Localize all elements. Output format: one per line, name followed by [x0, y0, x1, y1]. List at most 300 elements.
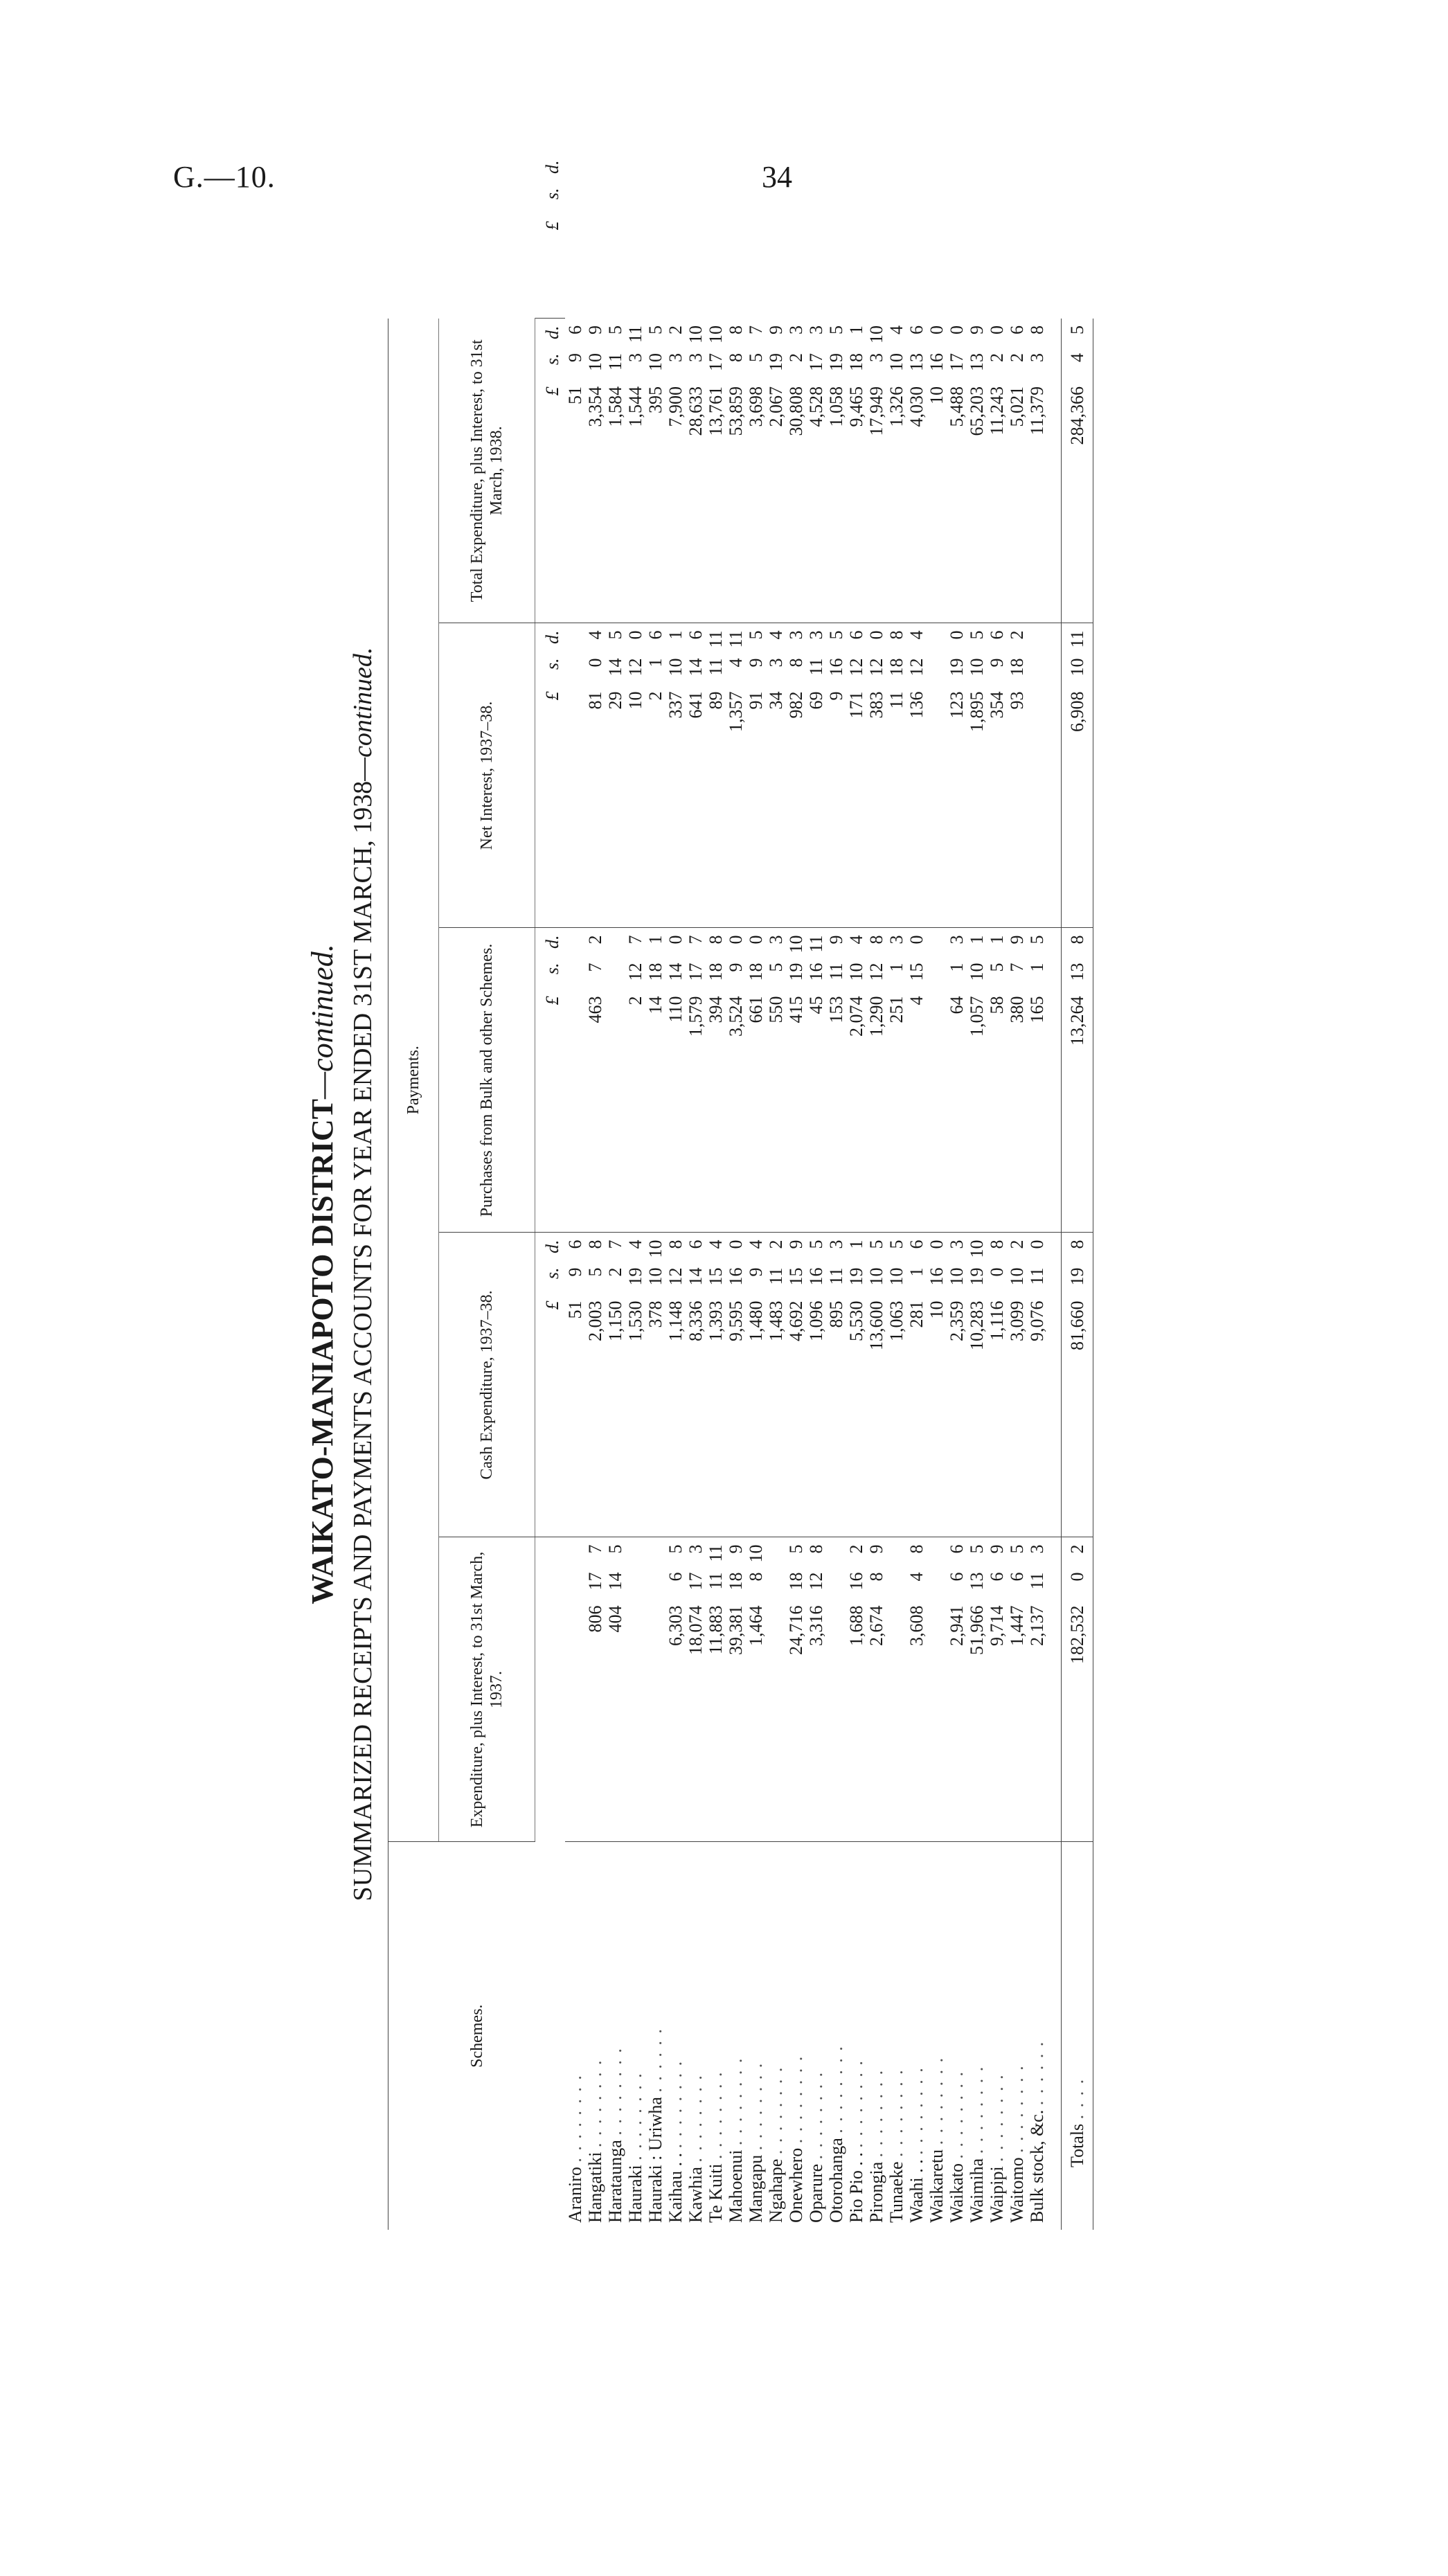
- int-pounds: 81: [585, 691, 605, 710]
- exp-pounds: 1,447: [1007, 1605, 1027, 1646]
- exp-pounds: 2,674: [866, 1605, 886, 1646]
- cash-shillings: 10: [866, 1267, 886, 1286]
- cash-shillings: 19: [846, 1267, 866, 1286]
- table-row: [927, 319, 947, 2230]
- purch-shillings: 7: [585, 963, 605, 972]
- leader-dots: . . . . . . . .: [866, 2068, 886, 2158]
- unit-labels: [535, 1233, 566, 1537]
- cash-pounds: 1,480: [746, 1300, 766, 1341]
- int-amount: [625, 623, 645, 928]
- cash-amount: [746, 1233, 766, 1537]
- int-pounds: 29: [605, 691, 625, 710]
- total-amount: [987, 319, 1007, 623]
- purch-amount: [706, 928, 726, 1233]
- int-shillings: 0: [585, 658, 605, 668]
- purch-pence: 3: [886, 935, 906, 945]
- unit-shilling: s.: [542, 1267, 562, 1280]
- total-shillings: 19: [826, 352, 846, 371]
- int-pounds: 89: [706, 691, 726, 710]
- purch-pounds: 1,057: [967, 996, 987, 1037]
- exp-amount: [947, 1537, 967, 1842]
- purch-amount: [806, 928, 826, 1233]
- leader-dots: . . . . . . . .: [686, 2074, 706, 2163]
- int-pence: 4: [585, 630, 605, 640]
- cash-pounds: 1,063: [886, 1300, 906, 1341]
- purch-shillings: 18: [746, 963, 766, 981]
- purch-amount: [826, 928, 846, 1233]
- total-shillings: 13: [906, 352, 927, 371]
- int-pounds: 91: [746, 691, 766, 710]
- page-reference: G.—10.: [173, 160, 276, 194]
- leader-dots: . . . . . . . .: [846, 2059, 866, 2148]
- total-amount: [846, 319, 866, 623]
- scheme-name: Araniro: [565, 2167, 585, 2223]
- exp-shillings: 14: [605, 1572, 625, 1591]
- int-amount: [565, 623, 585, 928]
- int-pounds: 982: [786, 691, 806, 719]
- total-pounds: 65,203: [967, 386, 987, 436]
- int-pounds: 1,357: [726, 691, 746, 732]
- table-row: [746, 319, 766, 2230]
- int-pounds: 383: [866, 691, 886, 719]
- purch-pence: 7: [625, 935, 645, 945]
- scheme-name: Tunaeke: [886, 2161, 906, 2223]
- scheme-name: Hauraki : Uriwha: [645, 2097, 665, 2223]
- purch-pounds: 45: [806, 996, 826, 1014]
- exp-amount: [1007, 1537, 1027, 1842]
- cash-pence: 4: [706, 1240, 726, 1249]
- purch-pence: 7: [686, 935, 706, 945]
- int-amount: [927, 623, 947, 928]
- int-pence: 5: [967, 630, 987, 640]
- exp-pence: 5: [605, 1544, 625, 1554]
- purch-shillings: 10: [846, 963, 866, 981]
- purch-shillings: 1: [1027, 963, 1047, 972]
- rotated-statement: [298, 160, 1253, 2244]
- cash-shillings: 10: [1007, 1267, 1027, 1286]
- cash-amount: [1007, 1233, 1027, 1537]
- cash-pence: 9: [786, 1240, 806, 1249]
- exp-pounds: 24,716: [786, 1605, 806, 1655]
- purch-amount: [786, 928, 806, 1233]
- unit-pound: £: [542, 1300, 562, 1310]
- int-pounds: 10: [625, 691, 645, 710]
- scheme-cell: [706, 1842, 726, 2230]
- cash-pence: 4: [746, 1240, 766, 1249]
- exp-shillings: 0: [1067, 1572, 1087, 1582]
- total-pence: 6: [565, 325, 585, 334]
- table-row: [585, 319, 605, 2230]
- purch-pence: 4: [846, 935, 866, 945]
- total-amount: [786, 319, 806, 623]
- cash-shillings: 11: [1027, 1267, 1047, 1285]
- total-amount: [686, 319, 706, 623]
- int-amount: [706, 623, 726, 928]
- exp-pounds: 51,966: [967, 1605, 987, 1655]
- int-shillings: 12: [906, 658, 927, 677]
- scheme-name: Pio Pio . .: [846, 2152, 866, 2223]
- purch-shillings: 16: [806, 963, 826, 981]
- total-shillings: 2: [786, 352, 806, 362]
- subtitle-continued: —continued.: [348, 647, 377, 781]
- total-pounds: 11,243: [987, 386, 1007, 436]
- exp-amount: [1027, 1537, 1047, 1842]
- cash-amount: [1062, 1233, 1093, 1537]
- total-pounds: 13,761: [706, 386, 726, 436]
- table-row: [866, 319, 886, 2230]
- total-pounds: 1,584: [605, 386, 625, 427]
- exp-pounds: 2,137: [1027, 1605, 1047, 1646]
- scheme-cell: [906, 1842, 927, 2230]
- unit-shilling: s.: [542, 188, 562, 200]
- int-shillings: 8: [786, 658, 806, 668]
- scheme-cell: [665, 1842, 686, 2230]
- purch-amount: [686, 928, 706, 1233]
- int-pounds: 1,895: [967, 691, 987, 732]
- leader-dots: . . . . . .: [1027, 2040, 1047, 2106]
- total-shillings: 10: [585, 352, 605, 371]
- scheme-name: Waahi . .: [906, 2159, 927, 2223]
- cash-amount: [565, 1233, 585, 1537]
- cash-pence: 5: [866, 1240, 886, 1249]
- total-shillings: 19: [766, 352, 786, 371]
- cash-pounds: 2,359: [947, 1300, 967, 1341]
- scheme-name: Te Kuiti: [706, 2163, 726, 2223]
- cash-pounds: 3,099: [1007, 1300, 1027, 1341]
- unit-labels: [535, 319, 566, 623]
- total-amount: [706, 319, 726, 623]
- exp-pence: 2: [1067, 1544, 1087, 1554]
- int-shillings: 14: [686, 658, 706, 677]
- total-pounds: 3,354: [585, 386, 605, 427]
- total-amount: [906, 319, 927, 623]
- total-pence: 8: [726, 325, 746, 334]
- total-pounds: 9,465: [846, 386, 866, 427]
- cash-pence: 10: [967, 1240, 987, 1258]
- cash-amount: [766, 1233, 786, 1537]
- int-shillings: 9: [746, 658, 766, 668]
- unit-pence: d.: [542, 160, 562, 174]
- int-shillings: 9: [987, 658, 1007, 668]
- scheme-cell: [686, 1842, 706, 2230]
- exp-amount: [686, 1537, 706, 1842]
- leader-dots: . . . . . . . .: [565, 2074, 585, 2163]
- int-pounds: 69: [806, 691, 826, 710]
- leader-dots: . . . . . . . .: [987, 2073, 1007, 2162]
- purch-amount: [1062, 928, 1093, 1233]
- int-shillings: 12: [846, 658, 866, 677]
- cash-pence: 3: [947, 1240, 967, 1249]
- total-pounds: 3,698: [746, 386, 766, 427]
- cash-amount: [927, 1233, 947, 1537]
- purch-shillings: 18: [645, 963, 665, 981]
- purch-amount: [766, 928, 786, 1233]
- total-amount: [726, 319, 746, 623]
- cash-shillings: 16: [726, 1267, 746, 1286]
- cash-pence: 0: [927, 1240, 947, 1249]
- int-amount: [987, 623, 1007, 928]
- scheme-name: Harataunga: [605, 2140, 625, 2223]
- purch-pence: 2: [585, 935, 605, 945]
- exp-amount: [987, 1537, 1007, 1842]
- cash-pence: 4: [625, 1240, 645, 1249]
- purch-pence: 3: [766, 935, 786, 945]
- purch-shillings: 19: [786, 963, 806, 981]
- leader-dots: . . . . . . . .: [706, 2070, 726, 2159]
- total-pounds: 5,021: [1007, 386, 1027, 427]
- unit-pence: d.: [542, 935, 562, 949]
- purch-amount: [1007, 928, 1027, 1233]
- cash-pounds: 281: [906, 1300, 927, 1328]
- table-row: [947, 319, 967, 2230]
- exp-shillings: 4: [906, 1572, 927, 1582]
- table-row: [906, 319, 927, 2230]
- total-shillings: 2: [1007, 352, 1027, 362]
- total-shillings: 13: [967, 352, 987, 371]
- interest-header: Net Interest, 1937–38.: [439, 623, 535, 928]
- cash-pounds: 1,150: [605, 1300, 625, 1341]
- total-amount: [927, 319, 947, 623]
- purch-pence: 8: [866, 935, 886, 945]
- int-amount: [806, 623, 826, 928]
- title-continued: —continued.: [305, 944, 339, 1099]
- cash-shillings: 11: [766, 1267, 786, 1285]
- table-row: [1027, 319, 1047, 2230]
- int-pence: 3: [786, 630, 806, 640]
- exp-pounds: 3,316: [806, 1605, 826, 1646]
- purch-pence: 10: [786, 935, 806, 954]
- purch-pence: 8: [1067, 935, 1087, 945]
- purch-shillings: 12: [625, 963, 645, 981]
- scheme-cell: [786, 1842, 806, 2230]
- purch-shillings: 18: [706, 963, 726, 981]
- total-shillings: 16: [927, 352, 947, 371]
- cash-amount: [886, 1233, 906, 1537]
- scheme-cell: [645, 1842, 665, 2230]
- int-pounds: 354: [987, 691, 1007, 719]
- cash-shillings: 9: [746, 1267, 766, 1277]
- total-pounds: 5,488: [947, 386, 967, 427]
- int-amount: [726, 623, 746, 928]
- totals-label: Totals: [1067, 2123, 1087, 2167]
- exp-shillings: 11: [1027, 1572, 1047, 1590]
- total-amount: [1027, 319, 1047, 623]
- exp-pence: 5: [1007, 1544, 1027, 1554]
- table-row: [886, 319, 906, 2230]
- purch-shillings: 1: [947, 963, 967, 972]
- cash-pence: 8: [585, 1240, 605, 1249]
- purch-amount: [645, 928, 665, 1233]
- exp-pence: 6: [947, 1544, 967, 1554]
- total-pence: 5: [645, 325, 665, 334]
- unit-pound: £: [542, 691, 562, 701]
- unit-pound: £: [542, 386, 562, 396]
- leader-dots: . . . . . .: [645, 2028, 665, 2093]
- payments-header: Payments.: [388, 319, 439, 1842]
- scheme-cell: [585, 1842, 605, 2230]
- spacer-cell: [1047, 319, 1062, 623]
- int-pounds: 171: [846, 691, 866, 719]
- cash-amount: [906, 1233, 927, 1537]
- exp-shillings: 18: [786, 1572, 806, 1591]
- cash-shillings: 1: [906, 1267, 927, 1277]
- total-amount: [1007, 319, 1027, 623]
- table-row: [1007, 319, 1027, 2230]
- purch-pounds: 380: [1007, 996, 1027, 1023]
- total-amount: [806, 319, 826, 623]
- total-pence: 8: [1027, 325, 1047, 334]
- scheme-name: Hauraki: [625, 2165, 645, 2223]
- total-pence: 2: [665, 325, 686, 334]
- exp-pounds: 2,941: [947, 1605, 967, 1646]
- purch-shillings: 11: [826, 963, 846, 981]
- purch-pounds: 394: [706, 996, 726, 1023]
- purch-shillings: 1: [886, 963, 906, 972]
- total-pence: 3: [806, 325, 826, 334]
- purch-pounds: 550: [766, 996, 786, 1023]
- total-shillings: 17: [947, 352, 967, 371]
- exp-pounds: 1,464: [746, 1605, 766, 1646]
- total-pence: 9: [766, 325, 786, 334]
- purch-shillings: 5: [766, 963, 786, 972]
- table-row: [686, 319, 706, 2230]
- total-pence: 0: [927, 325, 947, 334]
- int-pounds: 34: [766, 691, 786, 710]
- exp-amount: [726, 1537, 746, 1842]
- cash-pounds: 4,692: [786, 1300, 806, 1341]
- int-shillings: 3: [766, 658, 786, 668]
- int-shillings: 12: [625, 658, 645, 677]
- exp-shillings: 6: [1007, 1572, 1027, 1582]
- leader-dots: . . . . . . . .: [947, 2070, 967, 2159]
- int-pence: 11: [726, 630, 746, 648]
- exp-shillings: 12: [806, 1572, 826, 1591]
- cash-amount: [645, 1233, 665, 1537]
- total-pounds: 17,949: [866, 386, 886, 436]
- exp-amount: [786, 1537, 806, 1842]
- purch-pounds: 13,264: [1067, 996, 1087, 1046]
- cash-amount: [866, 1233, 886, 1537]
- exp-pounds: 404: [605, 1605, 625, 1633]
- exp-pounds: 11,883: [706, 1605, 726, 1655]
- total-shillings: 17: [806, 352, 826, 371]
- int-pounds: 9: [826, 691, 846, 701]
- int-shillings: 10: [665, 658, 686, 677]
- total-pounds: 395: [645, 386, 665, 413]
- cash-pounds: 1,096: [806, 1300, 826, 1341]
- total-shillings: 10: [645, 352, 665, 371]
- exp-shillings: 13: [967, 1572, 987, 1591]
- int-shillings: 16: [826, 658, 846, 677]
- purch-pounds: 4: [906, 996, 927, 1005]
- total-pounds: 1,058: [826, 386, 846, 427]
- purch-amount: [947, 928, 967, 1233]
- total-shillings: 3: [1027, 352, 1047, 362]
- leader-dots: . . . . . . . .: [826, 2045, 846, 2134]
- cash-pounds: 1,483: [766, 1300, 786, 1341]
- int-shillings: 19: [947, 658, 967, 677]
- leader-dots: . . . . . . . .: [585, 2059, 605, 2147]
- cash-shillings: 10: [645, 1267, 665, 1286]
- total-shillings: 4: [1067, 352, 1087, 362]
- leader-dots: . . . . . . . .: [766, 2066, 786, 2155]
- exp-shillings: 17: [585, 1572, 605, 1591]
- total-pence: 1: [846, 325, 866, 334]
- scheme-cell: [1027, 1842, 1047, 2230]
- exp-pounds: 1,688: [846, 1605, 866, 1646]
- cash-amount: [585, 1233, 605, 1537]
- exp-amount: [967, 1537, 987, 1842]
- int-pence: 6: [846, 630, 866, 640]
- total-amount: [645, 319, 665, 623]
- int-shillings: 12: [866, 658, 886, 677]
- int-pence: 11: [706, 630, 726, 648]
- cash-shillings: 12: [665, 1267, 686, 1286]
- exp-pounds: 39,381: [726, 1605, 746, 1655]
- cash-pounds: 10: [927, 1300, 947, 1319]
- cash-amount: [967, 1233, 987, 1537]
- cash-pounds: 895: [826, 1300, 846, 1328]
- cash-pence: 8: [987, 1240, 1007, 1249]
- exp-amount: [866, 1537, 886, 1842]
- int-shillings: 18: [1007, 658, 1027, 677]
- purch-amount: [625, 928, 645, 1233]
- total-pounds: 4,030: [906, 386, 927, 427]
- int-amount: [605, 623, 625, 928]
- cash-shillings: 19: [1067, 1267, 1087, 1286]
- scheme-name: Kaihau . .: [665, 2152, 686, 2223]
- total-pence: 10: [866, 325, 886, 343]
- cash-pence: 6: [906, 1240, 927, 1249]
- scheme-cell: [806, 1842, 826, 2230]
- purch-amount: [927, 928, 947, 1233]
- cash-pounds: 13,600: [866, 1300, 886, 1350]
- unit-pence: d.: [542, 630, 562, 644]
- scheme-cell: [746, 1842, 766, 2230]
- title-text: WAIKATO-MANIAPOTO DISTRICT: [305, 1098, 339, 1604]
- exp-pence: 3: [686, 1544, 706, 1554]
- int-pence: 1: [665, 630, 686, 640]
- total-shillings: 8: [726, 352, 746, 362]
- exp-pounds: 9,714: [987, 1605, 1007, 1646]
- cash-shillings: 16: [927, 1267, 947, 1286]
- purch-amount: [726, 928, 746, 1233]
- leader-dots: . . . . . . . .: [665, 2059, 686, 2149]
- cash-amount: [987, 1233, 1007, 1537]
- exp-shillings: 8: [746, 1572, 766, 1582]
- exp-pence: 9: [726, 1544, 746, 1554]
- cash-pence: 2: [1007, 1240, 1027, 1249]
- exp-pounds: 182,532: [1067, 1605, 1087, 1664]
- leader-dots: . . . . . . . .: [806, 2070, 826, 2160]
- table-row: [706, 319, 726, 2230]
- cash-shillings: 11: [826, 1267, 846, 1285]
- exp-shillings: 18: [726, 1572, 746, 1591]
- table-row: [987, 319, 1007, 2230]
- unit-spacer: [535, 1537, 566, 1842]
- int-shillings: 11: [706, 658, 726, 676]
- purchases-header: Purchases from Bulk and other Schemes.: [439, 928, 535, 1233]
- purch-pence: 5: [1027, 935, 1047, 945]
- cash-shillings: 10: [947, 1267, 967, 1286]
- scheme-name: Mangapu: [746, 2154, 766, 2223]
- int-amount: [947, 623, 967, 928]
- total-pounds: 10: [927, 386, 947, 404]
- cash-amount: [686, 1233, 706, 1537]
- exp-amount: [585, 1537, 605, 1842]
- cash-amount: [605, 1233, 625, 1537]
- purch-pounds: 1,290: [866, 996, 886, 1037]
